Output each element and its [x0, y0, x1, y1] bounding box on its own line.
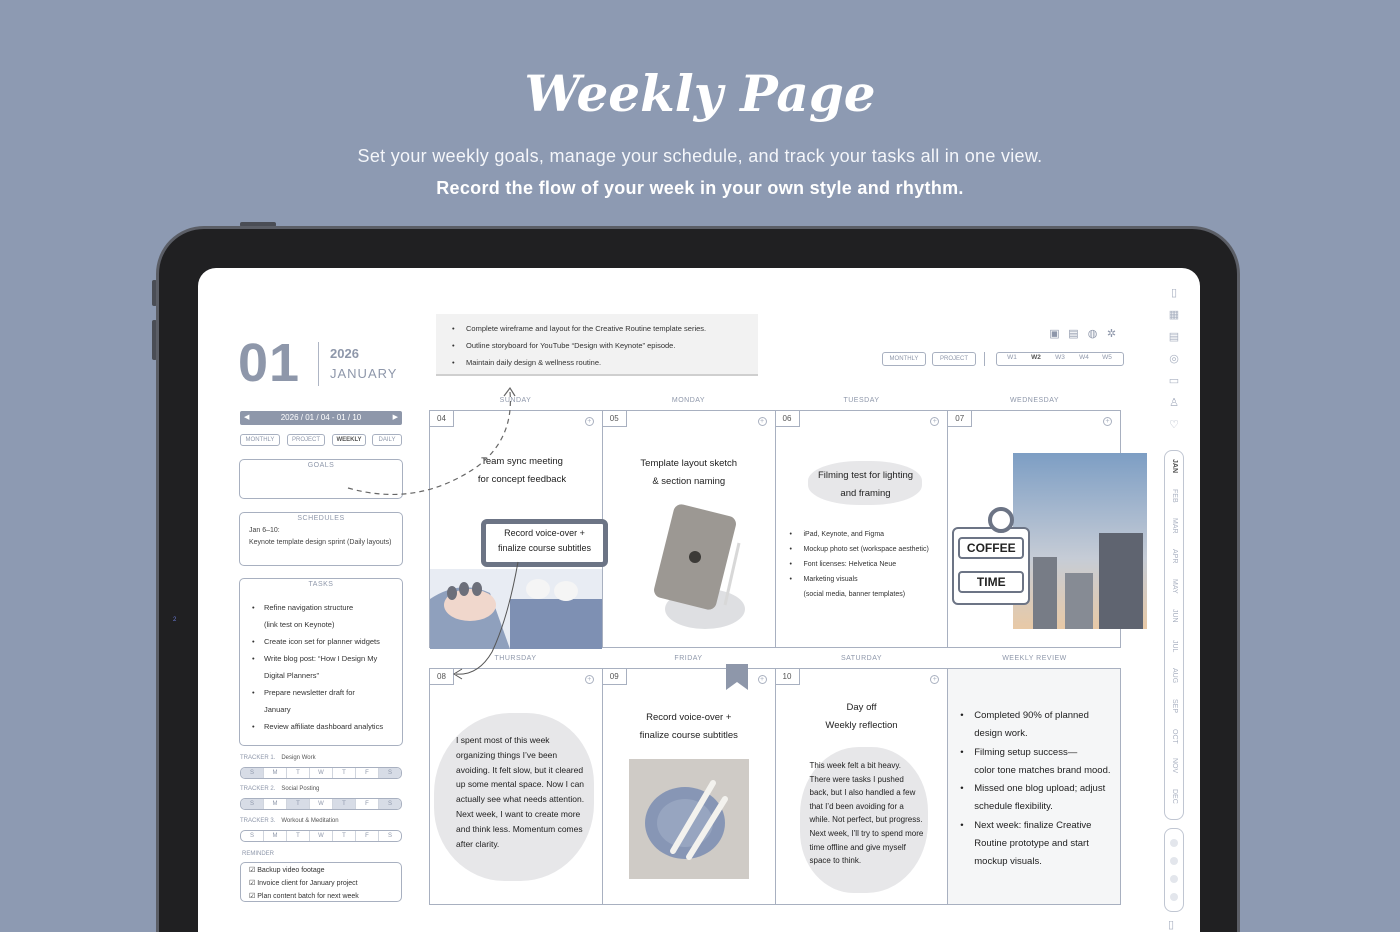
reminder-label: REMINDER	[242, 851, 275, 857]
schedules-label: SCHEDULES	[293, 515, 348, 522]
day-number: 05	[603, 411, 627, 427]
day-text: Team sync meeting	[481, 456, 563, 467]
review-item: • Filming setup success—	[958, 744, 1110, 762]
checklist-item: • Marketing visuals	[786, 572, 929, 587]
week-range-label: 2026 / 01 / 04 - 01 / 10	[280, 413, 362, 422]
top-tab-project[interactable]: PROJECT	[932, 352, 976, 366]
reminder-item[interactable]: ☑ Invoice client for January project	[249, 880, 358, 887]
ipad-photo	[633, 501, 749, 631]
planner-screen	[198, 268, 1200, 932]
callout-line: Record voice-over +	[504, 528, 585, 538]
journal-text: I spent most of this week organizing things I’ve been avoiding. It felt slow, but it cleared up some mental space. Now I can actually see what needs attention. Next week, I want to create more and think less. Momentum comes after clarity.	[456, 735, 585, 849]
grid-icon[interactable]: ▦	[1168, 309, 1180, 321]
day-label-friday: FRIDAY	[674, 655, 703, 662]
day-text: Day off	[846, 702, 877, 713]
date-year: 2026	[330, 346, 359, 361]
day-text: finalize course subtitles	[639, 730, 738, 741]
globe-icon[interactable]: ◍	[1087, 328, 1098, 340]
dot[interactable]	[1170, 893, 1178, 901]
month-tabs	[1164, 450, 1184, 820]
day-text: and framing	[840, 488, 891, 499]
next-week-button[interactable]: ▶	[392, 414, 398, 421]
month-tab-aug[interactable]: AUG	[1171, 668, 1178, 684]
dot[interactable]	[1170, 875, 1178, 883]
hero-subtitle: Set your weekly goals, manage your schedule, and track your tasks all in one view.	[357, 146, 1043, 166]
date-day: 01	[238, 333, 301, 393]
day-number: 09	[603, 669, 627, 685]
week-tab-w1[interactable]: W1	[1007, 354, 1017, 361]
review-item: • Missed one blog upload; adjust	[958, 780, 1110, 798]
schedule-line: Jan 6–10:	[249, 527, 280, 534]
add-icon[interactable]: +	[585, 675, 594, 684]
day-cell-tuesday[interactable]	[776, 411, 949, 647]
month-tab-may[interactable]: MAY	[1171, 578, 1178, 594]
tracker-2-label: TRACKER 2. Social Posting	[240, 786, 320, 792]
calendar-icon[interactable]: ▤	[1168, 331, 1180, 343]
date-divider	[318, 342, 319, 386]
journal-text: This week felt a bit heavy. There were tasks I pushed back, but I also handled a few that I’d been avoiding for a while. Not perfect, but progress. Next week, I’ll try to spend more time offline and give myself space to think.	[809, 761, 924, 866]
dot[interactable]	[1170, 839, 1178, 847]
user-icon[interactable]: ♙	[1169, 397, 1179, 409]
month-tab-nov[interactable]: NOV	[1171, 758, 1178, 774]
checklist-item: (social media, banner templates)	[803, 591, 906, 598]
month-tab-jan[interactable]: JAN	[1171, 458, 1178, 473]
goal-note-item: • Outline storyboard for YouTube “Design with Keynote” episode.	[452, 337, 742, 354]
checklist-item: • Mockup photo set (workspace aesthetic)	[786, 542, 929, 557]
gear-icon[interactable]: ✲	[1106, 328, 1117, 340]
day-text: & section naming	[652, 476, 726, 487]
day-number: 10	[776, 669, 800, 685]
task-item: January	[264, 705, 291, 714]
month-tab-sep[interactable]: SEP	[1171, 698, 1178, 713]
add-icon[interactable]: +	[758, 417, 767, 426]
tasks-box[interactable]	[239, 578, 403, 746]
coffee-sticker-label: COFFEE	[958, 537, 1024, 559]
add-icon[interactable]: +	[930, 417, 939, 426]
tracker-1-row[interactable]: S M T W T F S	[240, 767, 402, 779]
day-label-thursday: THURSDAY	[494, 655, 537, 662]
heart-icon[interactable]: ♡	[1169, 419, 1179, 431]
task-item[interactable]: • Write blog post: “How I Design My	[250, 650, 383, 667]
day-number: 06	[776, 411, 800, 427]
review-item: color tone matches brand mood.	[974, 764, 1111, 776]
day-cell-thursday[interactable]	[430, 669, 603, 904]
tab-monthly[interactable]: MONTHLY	[240, 434, 280, 446]
task-item: (link test on Keynote)	[264, 620, 335, 629]
day-text: Record voice-over +	[646, 712, 732, 723]
review-item: Routine prototype and start	[974, 838, 1089, 850]
dot[interactable]	[1170, 857, 1178, 865]
add-icon[interactable]: +	[585, 417, 594, 426]
add-icon[interactable]: +	[758, 675, 767, 684]
review-item: schedule flexibility.	[974, 801, 1053, 813]
right-rail	[1164, 286, 1184, 440]
prev-week-button[interactable]: ◀	[244, 414, 250, 421]
day-text: Template layout sketch	[640, 458, 738, 469]
goal-note-item: • Maintain daily design & wellness routine.	[452, 354, 742, 371]
week-tab-w4[interactable]: W4	[1079, 354, 1089, 361]
task-item[interactable]: • Prepare newsletter draft for	[250, 684, 383, 701]
task-item[interactable]: • Refine navigation structure	[250, 599, 383, 616]
plate-photo	[629, 759, 749, 879]
month-tab-oct[interactable]: OCT	[1171, 728, 1178, 744]
month-tab-dec[interactable]: DEC	[1171, 788, 1178, 804]
add-icon[interactable]: +	[930, 675, 939, 684]
side-number: 2	[173, 617, 177, 623]
notebook-icon[interactable]: ▯	[1170, 287, 1178, 299]
day-cell-saturday[interactable]	[776, 669, 949, 904]
add-icon[interactable]: +	[1103, 417, 1112, 426]
task-item[interactable]: • Create icon set for planner widgets	[250, 633, 383, 650]
briefcase-icon[interactable]: ▤	[1068, 328, 1079, 340]
top-divider	[984, 352, 985, 366]
month-tab-feb[interactable]: FEB	[1171, 489, 1178, 503]
date-month: JANUARY	[330, 366, 398, 381]
day-cell-friday[interactable]	[603, 669, 776, 904]
checklist-item: • Font licenses: Helvetica Neue	[786, 557, 929, 572]
tracker-3-row[interactable]: S M T W T F S	[240, 830, 402, 842]
checklist-item: • iPad, Keynote, and Figma	[786, 527, 929, 542]
schedule-line: Keynote template design sprint (Daily layouts)	[249, 539, 392, 546]
weekly-review-label: WEEKLY REVIEW	[1002, 655, 1067, 662]
tracker-1-label: TRACKER 1. Design Work	[240, 755, 316, 761]
tracker-2-row[interactable]: S M T W T F S	[240, 798, 402, 810]
month-tab-jul[interactable]: JUL	[1171, 639, 1178, 653]
sky-building-photo	[1013, 453, 1147, 629]
goal-note-item: • Complete wireframe and layout for the Creative Routine template series.	[452, 320, 742, 337]
goals-label: GOALS	[304, 462, 339, 469]
top-icon-bar	[1048, 328, 1118, 341]
month-tab-mar[interactable]: MAR	[1171, 518, 1178, 534]
day-cell-wednesday[interactable]	[948, 411, 1120, 647]
day-label-wednesday: WEDNESDAY	[1009, 397, 1060, 404]
day-label-saturday: SATURDAY	[840, 655, 883, 662]
week-grid-row-2	[429, 668, 1121, 905]
callout-line: finalize course subtitles	[497, 543, 592, 553]
day-text: for concept feedback	[477, 474, 567, 485]
weekly-review-cell[interactable]	[948, 669, 1120, 904]
tracker-3-label: TRACKER 3. Workout & Meditation	[240, 818, 339, 824]
review-item: design work.	[974, 728, 1028, 740]
dashed-arrow	[338, 378, 538, 498]
color-dots	[1164, 828, 1184, 912]
schedules-box[interactable]	[239, 512, 403, 566]
tab-weekly[interactable]: WEEKLY	[332, 434, 366, 446]
day-cell-monday[interactable]	[603, 411, 776, 647]
tab-project[interactable]: PROJECT	[287, 434, 325, 446]
month-tab-jun[interactable]: JUN	[1171, 609, 1178, 623]
curved-arrow	[448, 558, 528, 688]
document-icon[interactable]: ▯	[1168, 919, 1175, 931]
hero-subtitle-bold: Record the flow of your week in your own style and rhythm.	[436, 178, 964, 198]
day-label-monday: MONDAY	[671, 397, 706, 404]
review-item: mockup visuals.	[974, 856, 1042, 868]
review-item: • Completed 90% of planned	[958, 707, 1110, 725]
calendar-check-icon[interactable]: ▣	[1049, 328, 1060, 340]
tasks-label: TASKS	[305, 581, 338, 588]
week-tab-w5[interactable]: W5	[1102, 354, 1112, 361]
day-text: Filming test for lighting	[817, 470, 914, 481]
reminder-item[interactable]: ☑ Backup video footage	[249, 867, 325, 874]
week-tab-w2[interactable]: W2	[1031, 354, 1041, 361]
day-number: 07	[948, 411, 972, 427]
time-sticker-label: TIME	[958, 571, 1024, 593]
week-tab-w3[interactable]: W3	[1055, 354, 1065, 361]
day-label-sunday: SUNDAY	[499, 397, 532, 404]
tab-daily[interactable]: DAILY	[372, 434, 402, 446]
bookmark-icon	[726, 664, 748, 690]
reminder-item[interactable]: ☑ Plan content batch for next week	[249, 893, 359, 900]
review-item: • Next week: finalize Creative	[958, 817, 1110, 835]
top-tab-monthly[interactable]: MONTHLY	[882, 352, 926, 366]
target-icon[interactable]: ◎	[1169, 353, 1179, 365]
weekly-goal-note	[436, 314, 758, 376]
task-item[interactable]: • Review affiliate dashboard analytics	[250, 718, 383, 735]
hero-title: Weekly Page	[524, 64, 876, 123]
briefcase-icon[interactable]: ▭	[1168, 375, 1180, 387]
day-label-tuesday: TUESDAY	[843, 397, 880, 404]
day-text: Weekly reflection	[825, 720, 898, 731]
month-tab-apr[interactable]: APR	[1171, 548, 1178, 564]
task-item: Digital Planners”	[264, 671, 320, 680]
reminder-box	[240, 862, 402, 902]
day-number: 08	[430, 669, 454, 685]
day-number: 04	[430, 411, 454, 427]
